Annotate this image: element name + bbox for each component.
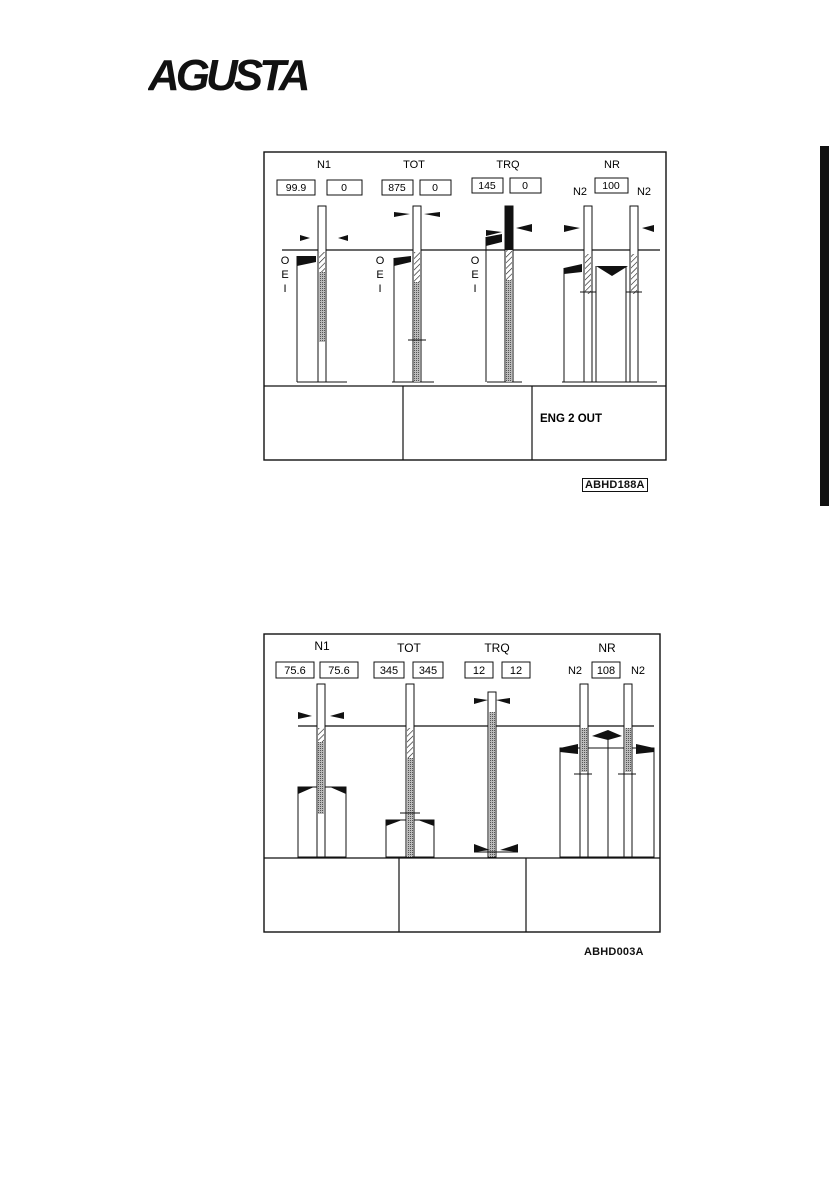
n2-right-label: N2 xyxy=(630,665,646,677)
figure-1-svg xyxy=(262,150,672,466)
tot-eng1-readout: 875 xyxy=(388,182,406,194)
nr-readout: 100 xyxy=(602,180,620,192)
n1-eng1-readout: 75.6 xyxy=(284,665,306,677)
oei-letter-i-tot: I xyxy=(378,283,382,295)
tot-eng1-readout: 345 xyxy=(379,665,399,677)
oei-letter-i-trq: I xyxy=(473,283,477,295)
trq-eng2-readout: 12 xyxy=(509,665,523,677)
oei-letter-o-trq: O xyxy=(470,255,480,267)
figure-1-reference: ABHD188A xyxy=(582,478,648,492)
section-marker-bar xyxy=(820,146,829,506)
nr-readout: 108 xyxy=(596,665,616,677)
tot-eng2-readout: 0 xyxy=(432,182,438,194)
tot-heading: TOT xyxy=(403,159,425,171)
nr-heading: NR xyxy=(604,159,620,171)
oei-letter-i: I xyxy=(283,283,287,295)
n1-eng2-readout: 0 xyxy=(341,182,347,194)
logo-text: AGUSTA xyxy=(148,52,307,98)
oei-letter-e: E xyxy=(281,269,289,281)
tot-heading: TOT xyxy=(397,641,421,655)
trq-heading: TRQ xyxy=(496,159,520,171)
n1-heading: N1 xyxy=(316,159,332,171)
trq-eng2-readout: 0 xyxy=(522,180,528,192)
n1-eng1-readout: 99.9 xyxy=(285,182,307,194)
agusta-logo xyxy=(148,52,308,98)
n2-left-label: N2 xyxy=(567,665,583,677)
engine-message: ENG 2 OUT xyxy=(540,413,602,425)
oei-letter-o: O xyxy=(280,255,290,267)
trq-heading: TRQ xyxy=(484,641,510,655)
figure-2-reference: ABHD003A xyxy=(584,946,644,958)
n2-left-label: N2 xyxy=(572,186,588,198)
figure-2-display xyxy=(262,632,662,958)
figure-1-display xyxy=(262,150,672,491)
n2-right-label: N2 xyxy=(636,186,652,198)
n1-eng2-readout: 75.6 xyxy=(328,665,350,677)
oei-letter-o-tot: O xyxy=(375,255,385,267)
n1-heading: N1 xyxy=(314,639,330,653)
trq-eng1-readout: 145 xyxy=(478,180,496,192)
oei-letter-e-trq: E xyxy=(471,269,479,281)
trq-eng1-readout: 12 xyxy=(472,665,486,677)
figure-2-svg xyxy=(262,632,662,936)
tot-eng2-readout: 345 xyxy=(418,665,438,677)
nr-heading: NR xyxy=(598,641,616,655)
oei-letter-e-tot: E xyxy=(376,269,384,281)
